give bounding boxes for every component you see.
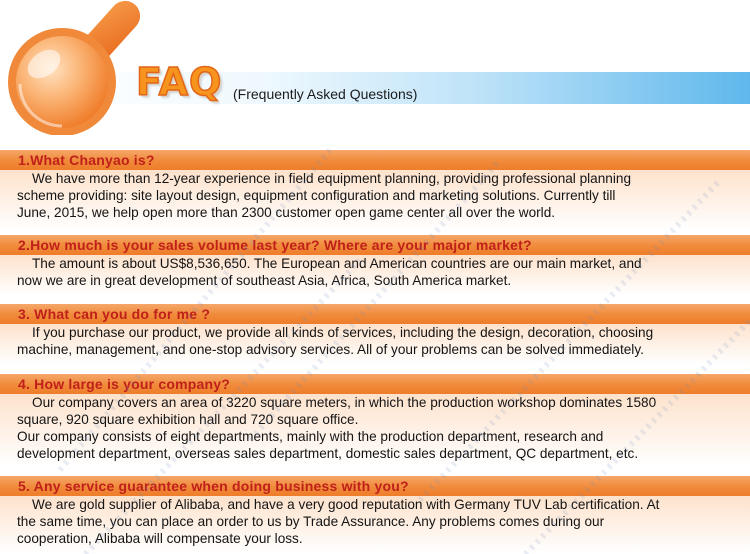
answer-line: now we are in great development of southeast Asia, Africa, South America market. [17, 273, 512, 288]
answer-text [17, 324, 742, 358]
answer-line: machine, management, and one-stop advisory services. All of your problems can be solved immediately. [17, 342, 644, 357]
answer-line: the same time, you can place an order to us by Trade Assurance. Any problems comes during our [17, 514, 605, 529]
answer-line: Our company consists of eight departments, mainly with the production department, research and [17, 429, 604, 444]
question-text: 5. Any service guarantee when doing business with you? [18, 478, 409, 494]
faq-header [0, 0, 750, 140]
faq-item-2 [0, 235, 750, 295]
answer-text [17, 496, 742, 547]
faq-item-5 [0, 476, 750, 554]
answer-line: development department, overseas sales department, domestic sales department, QC department, etc. [17, 446, 639, 461]
answer-text [17, 255, 742, 289]
question-text: 4. How large is your company? [18, 376, 230, 392]
answer-line: scheme providing: site layout design, equipment configuration and marketing solutions. Currently till [17, 188, 616, 203]
answer-text [17, 394, 742, 462]
faq-item-3 [0, 304, 750, 364]
page-subtitle: (Frequently Asked Questions) [233, 86, 418, 102]
answer-line: square, 920 square exhibition hall and 720 square office. [17, 412, 359, 427]
answer-line: The amount is about US$8,536,650. The European and American countries are our main market, and [32, 256, 642, 271]
faq-item-1 [0, 150, 750, 230]
answer-line: June, 2015, we help open more than 2300 customer open game center all over the world. [17, 205, 556, 220]
question-text: 3. What can you do for me ? [18, 306, 211, 322]
answer-line: cooperation, Alibaba will compensate your loss. [17, 531, 303, 546]
answer-text [17, 170, 742, 221]
answer-line: If you purchase our product, we provide all kinds of services, including the design, decoration, choosing [32, 325, 654, 340]
faq-item-4 [0, 374, 750, 466]
answer-line: We have more than 12-year experience in field equipment planning, providing professional planning [32, 171, 632, 186]
answer-line: Our company covers an area of 3220 square meters, in which the production workshop dominates 1580 [32, 395, 657, 410]
page-title: FAQ [136, 60, 223, 104]
answer-line: We are gold supplier of Alibaba, and have a very good reputation with Germany TUV Lab certification. At [32, 497, 660, 512]
question-text: 2.How much is your sales volume last year? Where are your major market? [18, 237, 532, 253]
question-text: 1.What Chanyao is? [18, 152, 155, 168]
